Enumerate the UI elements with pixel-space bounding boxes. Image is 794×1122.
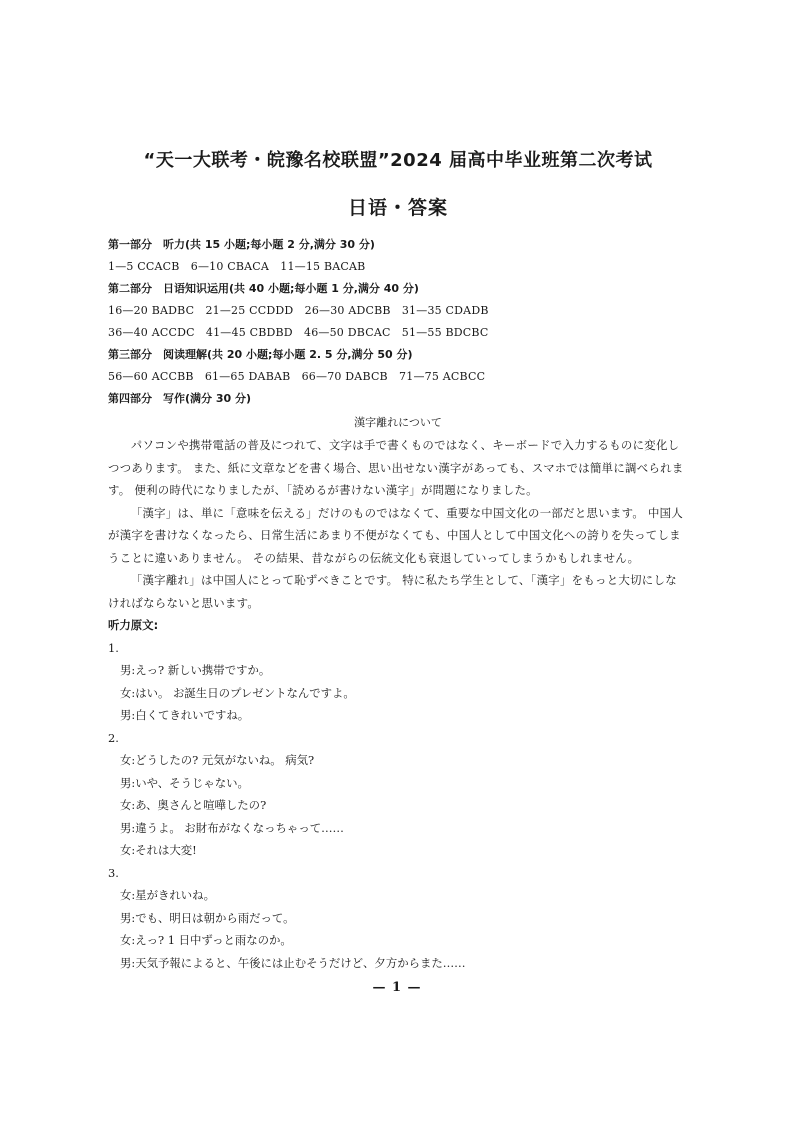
listening-item-number: 3.	[108, 865, 119, 880]
dialog-line: 女:はい。 お誕生日のプレゼントなんですよ。	[120, 685, 355, 700]
dialog-line: 男:違うよ。 お財布がなくなっちゃって……	[120, 820, 344, 835]
essay-paragraph: パソコンや携帯電話の普及につれて、文字は手で書くものではなく、キーボードで入力するものに変化しつつあります。 また、紙に文章などを書く場合、思い出せない漢字があっても、スマホでは簡単に調べられます。 便利の時代になりましたが、「読めるが書けない漢字」が問題になりました。	[108, 438, 684, 497]
essay-paragraph: 「漢字離れ」は中国人にとって恥ずべきことです。 特に私たち学生として、「漢字」をもっと大切にしなければならないと思います。	[108, 573, 677, 610]
dialog-line: 女:それは大変!	[120, 843, 197, 857]
dialog-line: 男:えっ? 新しい携帯ですか。	[120, 663, 271, 677]
dialog-line: 女:あ、奥さんと喧嘩したの?	[120, 798, 267, 812]
dialog-line: 女:どうしたの? 元気がないね。 病気?	[120, 753, 315, 767]
listening-item-number: 2.	[108, 730, 119, 745]
answer-key	[108, 234, 688, 410]
listening-heading: 听力原文:	[108, 618, 159, 632]
page-number: — 1 —	[372, 980, 422, 995]
part3-answers-row: 56—60 ACCBB 61—65 DABAB 66—70 DABCB 71—75 ACBCC	[108, 370, 486, 383]
essay-paragraph: 「漢字」は、単に「意味を伝える」だけのものではなくて、重要な中国文化の一部だと思います。 中国人が漢字を書けなくなったら、日常生活にあまり不便がなくても、中国人として中国文化への誇りを失ってしまうことに違いありません。 その結果、昔ながらの伝統文化も衰退していってしまうかもしれません。	[108, 505, 684, 565]
part4-heading: 第四部分 写作(满分 30 分)	[108, 392, 252, 405]
part1-answers-row: 1—5 CCACB 6—10 CBACA 11—15 BACAB	[108, 260, 366, 273]
document-title: “天一大联考・皖豫名校联盟”2024 届高中毕业班第二次考试	[143, 150, 653, 171]
essay-title: 漢字離れについて	[354, 416, 442, 429]
dialog-line: 女:星がきれいね。	[120, 888, 215, 902]
part2-answers-row: 36—40 ACCDC 41—45 CBDBD 46—50 DBCAC 51—55 BDCBC	[108, 326, 489, 339]
part1-heading: 第一部分 听力(共 15 小题;每小题 2 分,满分 30 分)	[108, 238, 375, 251]
dialog-line: 男:でも、明日は朝から雨だって。	[120, 910, 295, 925]
listening-item-number: 1.	[108, 640, 119, 655]
part3-heading: 第三部分 阅读理解(共 20 小题;每小题 2. 5 分,满分 50 分)	[108, 348, 413, 361]
dialog-line: 男:白くてきれいですね。	[120, 708, 250, 722]
part2-heading: 第二部分 日语知识运用(共 40 小题;每小题 1 分,满分 40 分)	[108, 282, 419, 295]
part2-answers-row: 16—20 BADBC 21—25 CCDDD 26—30 ADCBB 31—35 CDADB	[108, 304, 489, 317]
dialog-line: 男:天気予報によると、午後には止むそうだけど、夕方からまた……	[120, 955, 466, 970]
document-subtitle: 日语・答案	[347, 197, 448, 219]
dialog-line: 男:いや、そうじゃない。	[120, 775, 249, 790]
dialog-line: 女:えっ? 1 日中ずっと雨なのか。	[120, 933, 292, 947]
answer-document	[108, 140, 688, 974]
